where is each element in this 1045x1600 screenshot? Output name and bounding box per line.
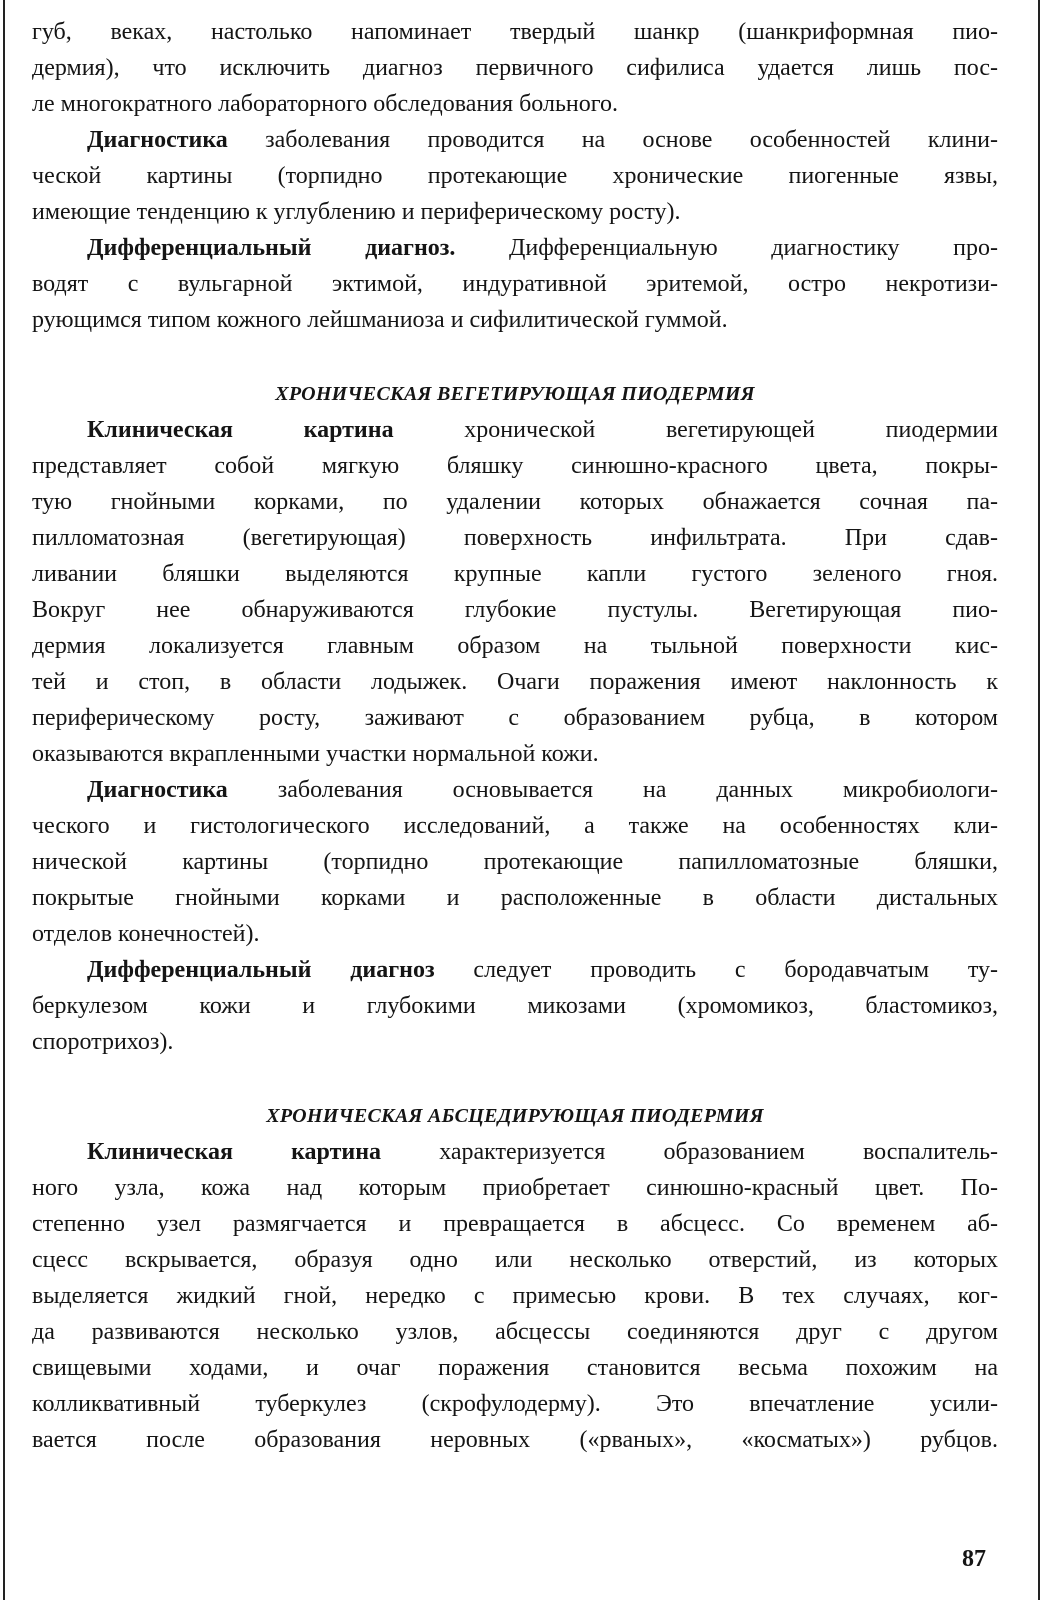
text-line: да развиваются несколько узлов, абсцессы соединяются друг с другом — [32, 1319, 998, 1345]
text-line: степенно узел размягчается и превращается в абсцесс. Со временем аб- — [32, 1211, 998, 1237]
run-in-heading: Диагностика — [87, 127, 228, 153]
paragraph-differential-diagnosis — [32, 230, 998, 338]
text-line: представляет собой мягкую бляшку синюшно-красного цвета, покры- — [32, 453, 998, 479]
paragraph-clinical-picture — [32, 412, 998, 772]
paragraph-continuation — [32, 14, 998, 122]
text-line: ческого и гистологического исследований, а также на особенностях кли- — [32, 813, 998, 839]
text-line: ного узла, кожа над которым приобретает синюшно-красный цвет. По- — [32, 1175, 998, 1201]
text-run: хронической вегетирующей пиодермии — [393, 417, 998, 443]
text-line: дермия), что исключить диагноз первичного сифилиса удается лишь пос- — [32, 55, 998, 81]
text-line: отделов конечностей). — [32, 921, 260, 947]
text-run: Дифференциальную диагностику про- — [455, 235, 998, 261]
text-run: заболевания основывается на данных микробиологи- — [227, 777, 998, 803]
text-run: характеризуется образованием воспалитель- — [381, 1139, 998, 1165]
page-edge-left — [3, 0, 5, 1600]
section-heading: ХРОНИЧЕСКАЯ ВЕГЕТИРУЮЩАЯ ПИОДЕРМИЯ — [275, 383, 755, 405]
text-line: губ, веках, настолько напоминает твердый шанкр (шанкриформная пио- — [32, 19, 998, 45]
text-line — [32, 412, 998, 448]
text-line: ле многократного лабораторного обследования больного. — [32, 91, 618, 117]
text-line: рующимся типом кожного лейшманиоза и сифилитической гуммой. — [32, 307, 728, 333]
text-line — [32, 772, 998, 808]
text-line — [32, 952, 998, 988]
text-line — [32, 230, 998, 266]
page-edge-right — [1038, 0, 1040, 1600]
text-line: периферическому росту, заживают с образованием рубца, в котором — [32, 705, 998, 731]
text-line: водят с вульгарной эктимой, индуративной эритемой, остро некротизи- — [32, 271, 998, 297]
text-line: тую гнойными корками, по удалении которых обнажается сочная па- — [32, 489, 998, 515]
text-line: пилломатозная (вегетирующая) поверхность инфильтрата. При сдав- — [32, 525, 998, 551]
run-in-heading: Клиническая картина — [87, 417, 394, 443]
section-gap — [32, 338, 998, 376]
text-line: колликвативный туберкулез (скрофулодерму). Это впечатление усили- — [32, 1391, 998, 1417]
text-line: Вокруг нее обнаруживаются глубокие пустулы. Вегетирующая пио- — [32, 597, 998, 623]
text-line: беркулезом кожи и глубокими микозами (хромомикоз, бластомикоз, — [32, 993, 998, 1019]
text-line: тей и стоп, в области лодыжек. Очаги поражения имеют наклонность к — [32, 669, 998, 695]
text-line: оказываются вкрапленными участки нормальной кожи. — [32, 741, 599, 767]
text-line — [32, 1134, 998, 1170]
page-number: 87 — [962, 1546, 986, 1572]
text-line: выделяется жидкий гной, нередко с примесью крови. В тех случаях, ког- — [32, 1283, 998, 1309]
paragraph-diagnostics — [32, 772, 998, 952]
text-run: заболевания проводится на основе особенностей клини- — [227, 127, 998, 153]
text-line: покрытые гнойными корками и расположенные в области дистальных — [32, 885, 998, 911]
text-line: имеющие тенденцию к углублению и периферическому росту). — [32, 199, 681, 225]
text-line: ческой картины (торпидно протекающие хронические пиогенные язвы, — [32, 163, 998, 189]
text-line: вается после образования неровных («рваных», «косматых») рубцов. — [32, 1427, 998, 1453]
section-abscessing-pyoderma — [32, 1098, 998, 1458]
section-gap — [32, 1060, 998, 1098]
text-line: сцесс вскрывается, образуя одно или несколько отверстий, из которых — [32, 1247, 998, 1273]
text-line: споротрихоз). — [32, 1029, 174, 1055]
paragraph-differential-diagnosis — [32, 952, 998, 1060]
paragraph-diagnostics — [32, 122, 998, 230]
run-in-heading: Дифференциальный диагноз — [87, 957, 435, 983]
run-in-heading: Клиническая картина — [87, 1139, 382, 1165]
text-line — [32, 122, 998, 158]
section-vegetating-pyoderma — [32, 376, 998, 1060]
run-in-heading: Диагностика — [87, 777, 228, 803]
text-line: свищевыми ходами, и очаг поражения становится весьма похожим на — [32, 1355, 998, 1381]
text-line: ливании бляшки выделяются крупные капли густого зеленого гноя. — [32, 561, 998, 587]
paragraph-clinical-picture — [32, 1134, 998, 1458]
book-page — [32, 14, 998, 1458]
text-line: нической картины (торпидно протекающие папилломатозные бляшки, — [32, 849, 998, 875]
text-run: следует проводить с бородавчатым ту- — [434, 957, 998, 983]
section-heading: ХРОНИЧЕСКАЯ АБСЦЕДИРУЮЩАЯ ПИОДЕРМИЯ — [266, 1105, 764, 1127]
run-in-heading: Дифференциальный диагноз. — [87, 235, 456, 261]
text-line: дермия локализуется главным образом на тыльной поверхности кис- — [32, 633, 998, 659]
